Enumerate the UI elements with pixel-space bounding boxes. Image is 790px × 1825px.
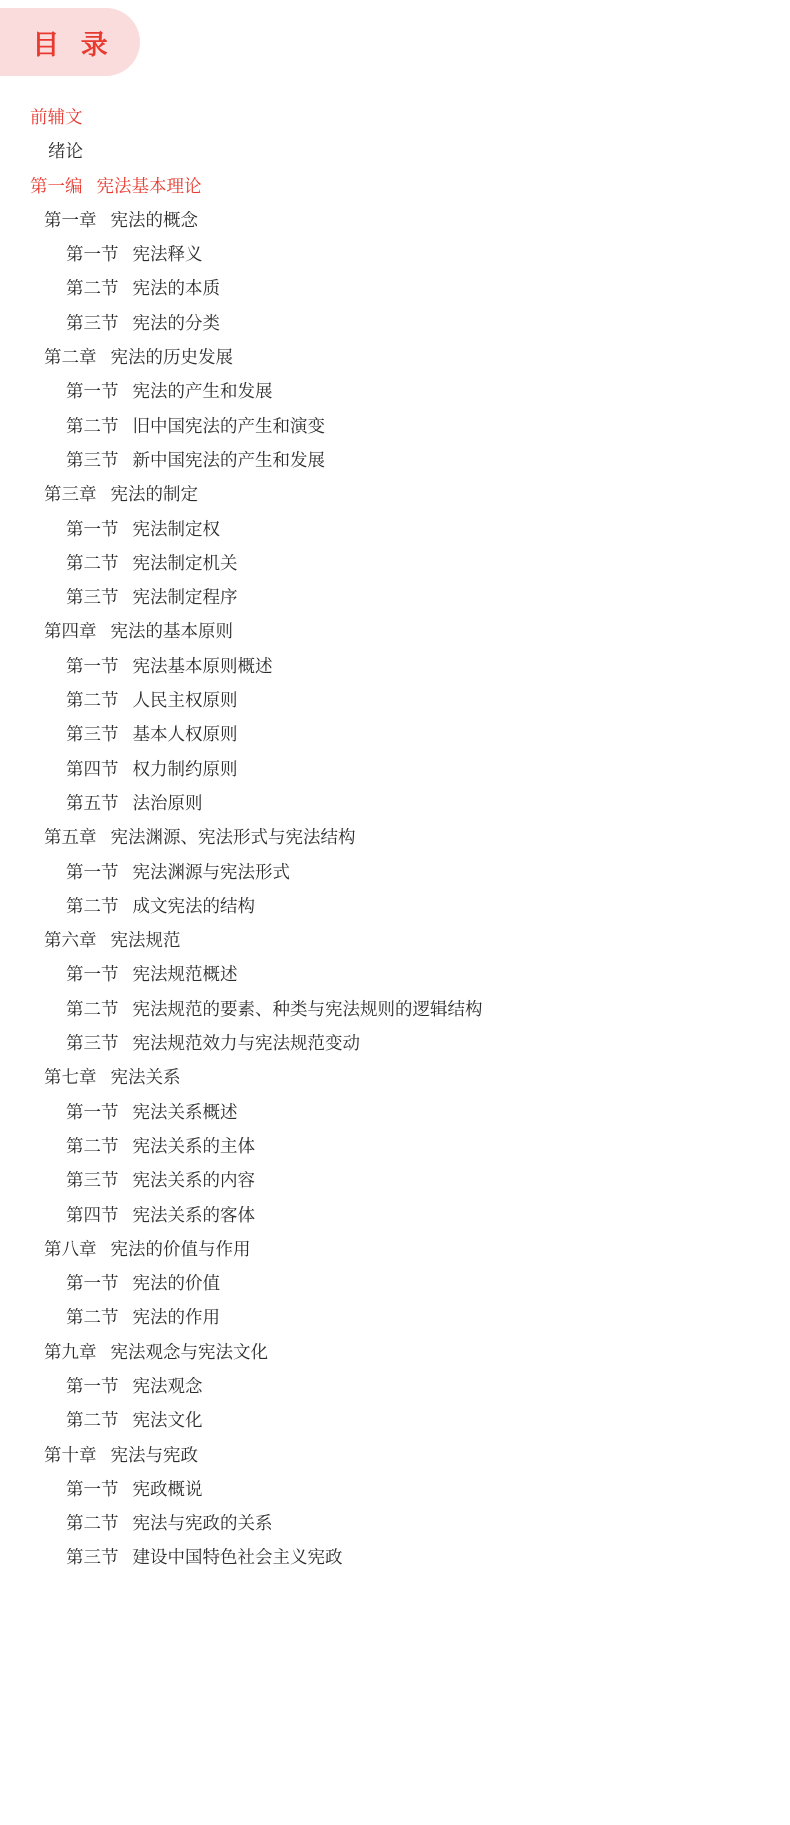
toc-entry-number: 第一节 bbox=[66, 381, 119, 402]
toc-entry-section[interactable] bbox=[30, 786, 760, 820]
toc-entry-number: 第一节 bbox=[66, 964, 119, 985]
toc-entry-chapter[interactable] bbox=[30, 1438, 760, 1472]
toc-entry-chapter[interactable] bbox=[30, 340, 760, 374]
toc-entry-label: 宪法渊源与宪法形式 bbox=[132, 861, 290, 882]
toc-entry-section[interactable] bbox=[30, 512, 760, 546]
toc-entry-section[interactable] bbox=[30, 717, 760, 751]
toc-entry-label: 宪法规范 bbox=[110, 930, 181, 951]
toc-entry-number: 第四节 bbox=[66, 758, 119, 779]
toc-entry-section[interactable] bbox=[30, 1300, 760, 1334]
toc-entry-chapter[interactable] bbox=[30, 203, 760, 237]
toc-entry-number: 第三节 bbox=[66, 587, 119, 608]
toc-entry-number: 第一节 bbox=[66, 861, 119, 882]
toc-entry-label: 宪法制定权 bbox=[132, 518, 220, 539]
toc-entry-section[interactable] bbox=[30, 1540, 760, 1574]
toc-entry-label: 宪法规范的要素、种类与宪法规则的逻辑结构 bbox=[132, 998, 483, 1019]
toc-entry-number: 第九章 bbox=[44, 1341, 97, 1362]
toc-entry-section[interactable] bbox=[30, 1472, 760, 1506]
toc-entry-label: 成文宪法的结构 bbox=[132, 895, 255, 916]
toc-entry-label: 宪法关系 bbox=[110, 1067, 181, 1088]
toc-entry-front[interactable] bbox=[30, 100, 760, 134]
toc-entry-number: 第二章 bbox=[44, 347, 97, 368]
toc-entry-number: 第二节 bbox=[66, 1135, 119, 1156]
toc-entry-chapter[interactable] bbox=[30, 1060, 760, 1094]
toc-entry-section[interactable] bbox=[30, 1403, 760, 1437]
toc-entry-section[interactable] bbox=[30, 855, 760, 889]
toc-entry-number: 第三节 bbox=[66, 312, 119, 333]
toc-entry-label: 法治原则 bbox=[132, 792, 203, 813]
toc-entry-label: 宪法的制定 bbox=[110, 484, 198, 505]
toc-entry-label: 宪法的分类 bbox=[132, 312, 220, 333]
toc-entry-label: 旧中国宪法的产生和演变 bbox=[132, 415, 325, 436]
toc-entry-chapter[interactable] bbox=[30, 477, 760, 511]
toc-entry-label: 宪法观念与宪法文化 bbox=[110, 1341, 268, 1362]
toc-entry-label: 宪法的价值 bbox=[132, 1273, 220, 1294]
toc-entry-label: 宪法文化 bbox=[132, 1410, 203, 1431]
toc-entry-section[interactable] bbox=[30, 1026, 760, 1060]
toc-entry-section[interactable] bbox=[30, 546, 760, 580]
toc-entry-number: 第一节 bbox=[66, 1101, 119, 1122]
toc-entry-label: 宪法观念 bbox=[132, 1375, 203, 1396]
toc-entry-label: 宪法的历史发展 bbox=[110, 347, 233, 368]
toc-entry-label: 宪法基本原则概述 bbox=[132, 655, 273, 676]
toc-entry-label: 基本人权原则 bbox=[132, 724, 238, 745]
toc-entry-number: 第四章 bbox=[44, 621, 97, 642]
toc-entry-number: 第一节 bbox=[66, 518, 119, 539]
toc-entry-section[interactable] bbox=[30, 1198, 760, 1232]
toc-entry-label: 权力制约原则 bbox=[132, 758, 238, 779]
toc-entry-number: 第二节 bbox=[66, 1410, 119, 1431]
toc-entry-label: 宪法的价值与作用 bbox=[110, 1238, 251, 1259]
toc-entry-number: 第二节 bbox=[66, 415, 119, 436]
toc-entry-label: 绪论 bbox=[48, 141, 83, 162]
toc-entry-label: 宪法关系概述 bbox=[132, 1101, 238, 1122]
toc-entry-label: 宪法制定程序 bbox=[132, 587, 238, 608]
toc-entry-section[interactable] bbox=[30, 649, 760, 683]
toc-entry-label: 宪法的产生和发展 bbox=[132, 381, 273, 402]
toc-entry-number: 第四节 bbox=[66, 1204, 119, 1225]
toc-entry-section[interactable] bbox=[30, 957, 760, 991]
toc-entry-number: 第一节 bbox=[66, 244, 119, 265]
toc-entry-section[interactable] bbox=[30, 1129, 760, 1163]
toc-entry-section[interactable] bbox=[30, 409, 760, 443]
toc-entry-section[interactable] bbox=[30, 237, 760, 271]
toc-entry-chapter[interactable] bbox=[30, 1335, 760, 1369]
toc-entry-section[interactable] bbox=[30, 992, 760, 1026]
toc-entry-label: 宪法与宪政的关系 bbox=[132, 1513, 273, 1534]
toc-entry-chapter[interactable] bbox=[30, 820, 760, 854]
toc-entry-number: 第一节 bbox=[66, 1273, 119, 1294]
toc-entry-section[interactable] bbox=[30, 306, 760, 340]
toc-entry-number: 第二节 bbox=[66, 690, 119, 711]
toc-entry-section[interactable] bbox=[30, 271, 760, 305]
toc-entry-label: 宪法关系的主体 bbox=[132, 1135, 255, 1156]
toc-entry-number: 前辅文 bbox=[30, 107, 83, 127]
toc-entry-section[interactable] bbox=[30, 1163, 760, 1197]
page-title: 目 录 bbox=[32, 29, 115, 60]
toc-entry-number: 第六章 bbox=[44, 930, 97, 951]
toc-entry-number: 第二节 bbox=[66, 278, 119, 299]
toc-entry-section[interactable] bbox=[30, 1369, 760, 1403]
toc-entry-number: 第三节 bbox=[66, 724, 119, 745]
toc-entry-label: 宪法与宪政 bbox=[110, 1444, 198, 1465]
toc-entry-label: 宪法释义 bbox=[132, 244, 203, 265]
toc-entry-number: 第七章 bbox=[44, 1067, 97, 1088]
toc-entry-label: 人民主权原则 bbox=[132, 690, 238, 711]
title-pill bbox=[0, 8, 140, 76]
toc-entry-section[interactable] bbox=[30, 683, 760, 717]
toc-entry-section[interactable] bbox=[30, 443, 760, 477]
page-title-banner bbox=[0, 0, 790, 86]
toc-entry-number: 第二节 bbox=[66, 1513, 119, 1534]
toc-entry-chapter[interactable] bbox=[30, 614, 760, 648]
toc-entry-section[interactable] bbox=[30, 752, 760, 786]
toc-entry-number: 第八章 bbox=[44, 1238, 97, 1259]
toc-entry-section[interactable] bbox=[30, 1506, 760, 1540]
toc-entry-label: 宪法规范效力与宪法规范变动 bbox=[132, 1033, 360, 1054]
toc-entry-number: 第三节 bbox=[66, 1033, 119, 1054]
toc-entry-number: 第五节 bbox=[66, 792, 119, 813]
toc-entry-number: 第一章 bbox=[44, 209, 97, 230]
toc-entry-part[interactable] bbox=[30, 169, 760, 203]
toc-entry-number: 第三节 bbox=[66, 1547, 119, 1568]
toc-entry-section[interactable] bbox=[30, 1266, 760, 1300]
toc-entry-number: 第一节 bbox=[66, 1478, 119, 1499]
toc-entry-preface[interactable] bbox=[30, 134, 760, 168]
toc-entry-number: 第三节 bbox=[66, 1170, 119, 1191]
toc-entry-number: 第一节 bbox=[66, 1375, 119, 1396]
toc-entry-label: 新中国宪法的产生和发展 bbox=[132, 449, 325, 470]
toc-entry-label: 宪法制定机关 bbox=[132, 552, 238, 573]
toc-entry-section[interactable] bbox=[30, 580, 760, 614]
toc-entry-label: 建设中国特色社会主义宪政 bbox=[132, 1547, 343, 1568]
toc-entry-number: 第二节 bbox=[66, 1307, 119, 1328]
toc-entry-number: 第一编 bbox=[30, 175, 83, 196]
toc-entry-number: 第十章 bbox=[44, 1444, 97, 1465]
toc-entry-number: 第二节 bbox=[66, 895, 119, 916]
toc-entry-label: 宪政概说 bbox=[132, 1478, 203, 1499]
toc-entry-label: 宪法关系的客体 bbox=[132, 1204, 255, 1225]
toc-entry-label: 宪法的基本原则 bbox=[110, 621, 233, 642]
toc-entry-label: 宪法的作用 bbox=[132, 1307, 220, 1328]
toc-entry-chapter[interactable] bbox=[30, 923, 760, 957]
toc-entry-label: 宪法的概念 bbox=[110, 209, 198, 230]
toc-entry-section[interactable] bbox=[30, 889, 760, 923]
toc-entry-number: 第二节 bbox=[66, 998, 119, 1019]
toc-entry-label: 宪法规范概述 bbox=[132, 964, 238, 985]
toc-entry-section[interactable] bbox=[30, 374, 760, 408]
toc-entry-number: 第二节 bbox=[66, 552, 119, 573]
toc-entry-label: 宪法关系的内容 bbox=[132, 1170, 255, 1191]
toc-entry-number: 第一节 bbox=[66, 655, 119, 676]
toc-list bbox=[0, 86, 790, 1575]
toc-entry-number: 第五章 bbox=[44, 827, 97, 848]
toc-entry-section[interactable] bbox=[30, 1095, 760, 1129]
toc-entry-label: 宪法的本质 bbox=[132, 278, 220, 299]
toc-entry-number: 第三节 bbox=[66, 449, 119, 470]
toc-entry-number: 第三章 bbox=[44, 484, 97, 505]
toc-entry-label: 宪法基本理论 bbox=[96, 175, 202, 196]
toc-entry-label: 宪法渊源、宪法形式与宪法结构 bbox=[110, 827, 356, 848]
toc-entry-chapter[interactable] bbox=[30, 1232, 760, 1266]
